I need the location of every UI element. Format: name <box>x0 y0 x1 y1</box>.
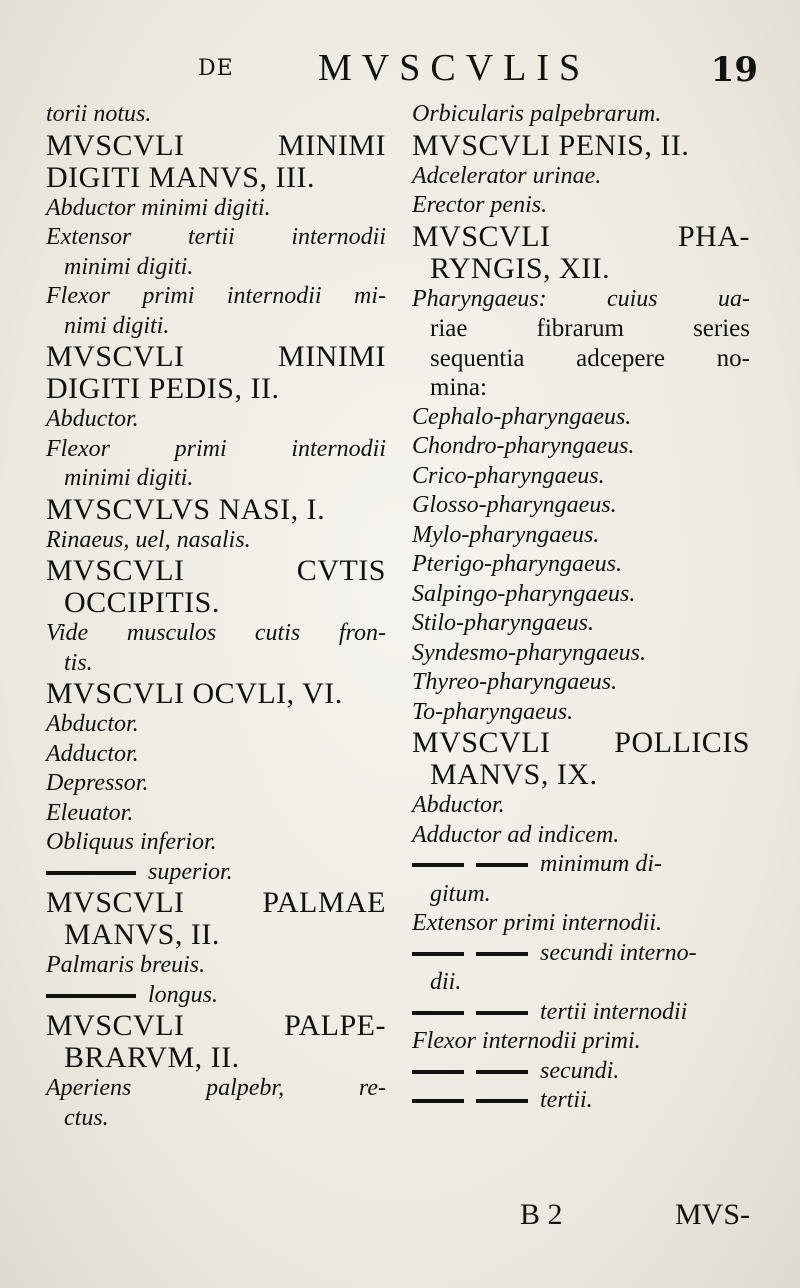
ditto-dash <box>476 952 528 956</box>
entry-line <box>46 710 386 740</box>
section-heading-line <box>46 678 386 710</box>
line-text: Chondro-pharyngaeus. <box>412 433 635 459</box>
line-text: MANVS, II. <box>64 918 220 951</box>
page-number: 19 <box>710 50 758 90</box>
entry-line <box>46 981 386 1011</box>
line-text: Salpingo-pharyngaeus. <box>412 580 636 607</box>
entry-line <box>46 828 386 858</box>
line-text: Glosso-pharyngaeus. <box>412 492 617 518</box>
line-text: Eleuator. <box>46 799 134 826</box>
line-text: nimi digiti. <box>64 312 170 339</box>
section-heading-line <box>412 727 750 759</box>
section-heading-line <box>412 759 750 791</box>
entry-line <box>412 373 750 403</box>
line-text: OCCIPITIS. <box>64 586 220 619</box>
entry-line <box>412 791 750 821</box>
entry-line <box>412 285 750 315</box>
catchword: MVS- <box>674 1198 750 1231</box>
line-text: Aperiens palpebr, re- <box>46 1075 386 1101</box>
line-text: Orbicularis palpebrarum. <box>412 101 662 127</box>
entry-line <box>46 312 386 342</box>
line-text: BRARVM, II. <box>64 1041 240 1074</box>
ditto-dash <box>476 1070 528 1074</box>
line-text: MVSCVLVS NASI, I. <box>46 492 326 526</box>
left-column <box>46 100 386 1133</box>
line-text: Extensor tertii internodii <box>46 224 386 250</box>
entry-line <box>46 223 386 253</box>
line-text: Cephalo-pharyngaeus. <box>412 403 632 430</box>
entry-line <box>46 1074 386 1104</box>
line-text: riae fibrarum series <box>430 315 750 342</box>
section-heading-line <box>46 341 386 373</box>
line-text: MVSCVLI PENIS, II. <box>412 128 690 162</box>
line-text: Vide musculos cutis fron- <box>46 620 386 646</box>
entry-line <box>46 526 386 556</box>
line-text: To-pharyngaeus. <box>412 698 574 725</box>
ditto-dash <box>412 952 464 956</box>
ditto-dash <box>46 871 136 875</box>
line-text: Abductor. <box>46 711 139 737</box>
entry-line <box>46 769 386 799</box>
entry-line <box>412 850 750 880</box>
line-text: Pterigo-pharyngaeus. <box>412 551 622 577</box>
line-text: Flexor internodii primi. <box>412 1028 641 1054</box>
line-text: Abductor. <box>412 792 505 818</box>
entry-line <box>412 344 750 374</box>
line-text: Adductor ad indicem. <box>412 821 620 848</box>
signature-mark: B 2 <box>520 1198 563 1231</box>
ditto-dash <box>412 1070 464 1074</box>
entry-line <box>412 491 750 521</box>
line-text: Palmaris breuis. <box>46 952 206 978</box>
line-text: Adcelerator urinae. <box>412 162 602 189</box>
entry-line <box>412 880 750 910</box>
entry-line <box>46 799 386 829</box>
entry-line <box>46 194 386 224</box>
line-text: minimi digiti. <box>64 253 194 280</box>
line-text: Extensor primi internodii. <box>412 910 662 936</box>
line-text: Flexor primi internodii <box>46 435 386 462</box>
entry-line <box>412 668 750 698</box>
line-text: MVSCVLI MINIMI <box>46 340 386 373</box>
line-text: Erector penis. <box>412 192 548 218</box>
page-footer <box>520 1198 750 1234</box>
line-text: MVSCVLI PHA- <box>412 219 750 253</box>
entry-line <box>412 639 750 669</box>
entry-line <box>412 1027 750 1057</box>
line-text: secundi interno- <box>540 939 697 966</box>
entry-line <box>412 521 750 551</box>
line-text: tertii internodii <box>540 998 688 1025</box>
entry-line <box>412 162 750 192</box>
line-text: superior. <box>148 858 233 885</box>
entry-line <box>412 1057 750 1087</box>
line-text: RYNGIS, XII. <box>430 251 611 285</box>
entry-line <box>46 405 386 435</box>
entry-line <box>46 740 386 770</box>
entry-line <box>46 282 386 312</box>
section-heading-line <box>46 1042 386 1074</box>
section-heading-line <box>46 587 386 619</box>
entry-line <box>412 998 750 1028</box>
section-heading-line <box>412 130 750 162</box>
ditto-dash <box>476 1099 528 1103</box>
line-text: longus. <box>148 981 219 1008</box>
section-heading-line <box>412 253 750 285</box>
header-title: MVSCVLIS <box>318 47 591 89</box>
section-heading-line <box>46 887 386 919</box>
entry-line <box>412 191 750 221</box>
entry-line <box>412 909 750 939</box>
section-heading-line <box>46 494 386 526</box>
section-heading-line <box>46 555 386 587</box>
entry-line <box>412 403 750 433</box>
ditto-dash <box>412 863 464 867</box>
entry-line <box>46 435 386 465</box>
entry-line <box>412 432 750 462</box>
header-prefix: DE <box>198 56 234 81</box>
ditto-dash <box>476 1011 528 1015</box>
ditto-dash <box>412 1099 464 1103</box>
entry-line <box>412 314 750 344</box>
entry-line <box>46 649 386 679</box>
entry-line <box>412 462 750 492</box>
line-text: MVSCVLI OCVLI, VI. <box>46 677 343 710</box>
line-text: DIGITI MANVS, III. <box>46 160 315 194</box>
line-text: secundi. <box>540 1057 620 1084</box>
entry-line <box>412 100 750 130</box>
line-text: Mylo-pharyngaeus. <box>412 521 600 548</box>
line-text: torii notus. <box>46 101 152 127</box>
running-header <box>48 42 758 92</box>
line-text: dii. <box>430 969 462 995</box>
section-heading-line <box>46 373 386 405</box>
line-text: Flexor primi internodii mi- <box>46 283 386 309</box>
line-text: Obliquus inferior. <box>46 829 217 855</box>
line-text: gitum. <box>430 880 491 907</box>
line-text: Syndesmo-pharyngaeus. <box>412 639 646 666</box>
line-text: Crico-pharyngaeus. <box>412 462 605 489</box>
entry-line <box>46 1104 386 1134</box>
line-text: DIGITI PEDIS, II. <box>46 372 280 405</box>
line-text: Abductor minimi digiti. <box>46 194 271 221</box>
ditto-dash <box>476 863 528 867</box>
entry-line <box>412 580 750 610</box>
line-text: MVSCVLI CVTIS <box>46 554 386 587</box>
entry-line <box>46 253 386 283</box>
line-text: Pharyngaeus: cuius ua- <box>412 285 750 312</box>
line-text: sequentia adcepere no- <box>430 344 750 372</box>
entry-line <box>412 550 750 580</box>
entry-line <box>412 968 750 998</box>
line-text: minimum di- <box>540 851 662 877</box>
entry-line <box>46 100 386 130</box>
line-text: Adductor. <box>46 740 139 767</box>
entry-line <box>46 619 386 649</box>
section-heading-line <box>46 1010 386 1042</box>
entry-line <box>412 939 750 969</box>
section-heading-line <box>46 919 386 951</box>
line-text: MVSCVLI POLLICIS <box>412 726 750 759</box>
line-text: MANVS, IX. <box>430 758 598 791</box>
section-heading-line <box>412 221 750 253</box>
section-heading-line <box>46 130 386 162</box>
line-text: minimi digiti. <box>64 465 194 491</box>
ditto-dash <box>46 994 136 998</box>
entry-line <box>412 821 750 851</box>
entry-line <box>46 464 386 494</box>
section-heading-line <box>46 162 386 194</box>
line-text: MVSCVLI PALPE- <box>46 1009 386 1042</box>
line-text: MVSCVLI PALMAE <box>46 886 386 919</box>
right-column <box>412 100 750 1116</box>
entry-line <box>46 858 386 888</box>
line-text: Depressor. <box>46 770 149 796</box>
line-text: tis. <box>64 649 93 676</box>
entry-line <box>412 1086 750 1116</box>
line-text: ctus. <box>64 1104 109 1131</box>
line-text: Abductor. <box>46 406 139 432</box>
entry-line <box>412 698 750 728</box>
line-text: Rinaeus, uel, nasalis. <box>46 526 251 553</box>
entry-line <box>46 951 386 981</box>
line-text: MVSCVLI MINIMI <box>46 128 386 162</box>
entry-line <box>412 609 750 639</box>
line-text: Thyreo-pharyngaeus. <box>412 669 618 695</box>
line-text: Stilo-pharyngaeus. <box>412 610 594 636</box>
line-text: mina: <box>430 374 487 401</box>
ditto-dash <box>412 1011 464 1015</box>
line-text: tertii. <box>540 1087 593 1113</box>
